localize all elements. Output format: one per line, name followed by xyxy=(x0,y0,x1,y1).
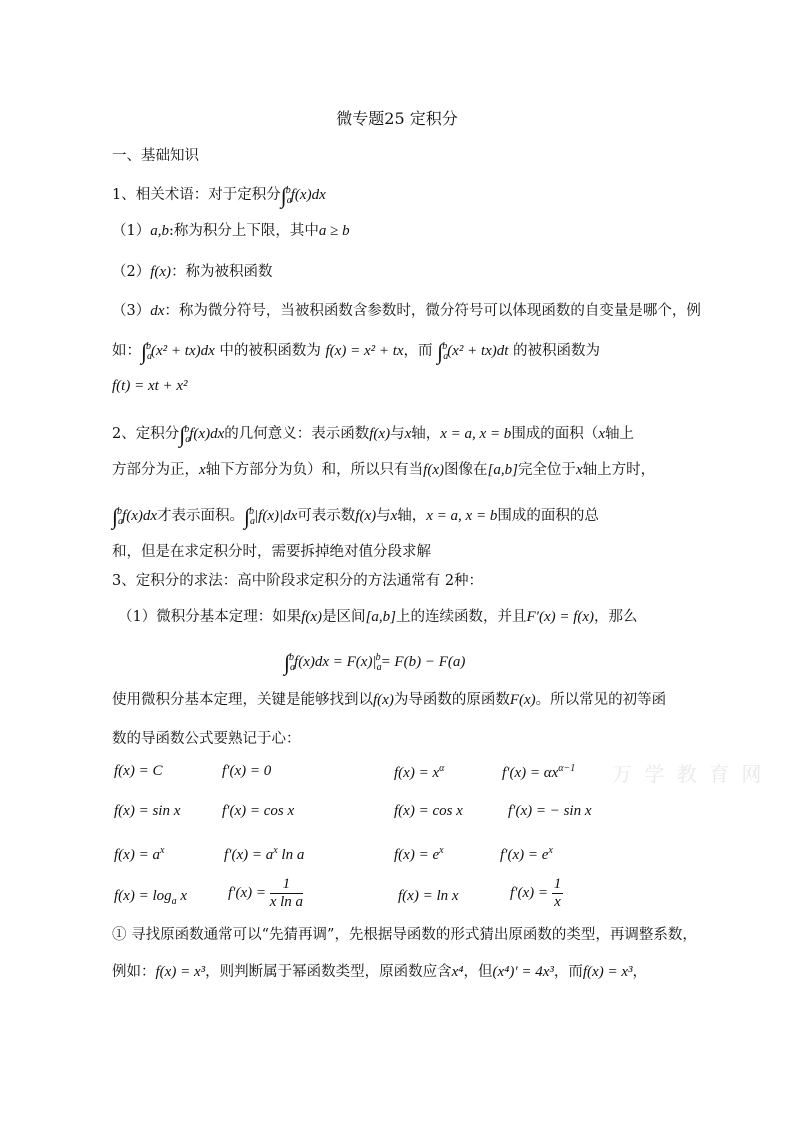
item2-l3-c: |f(x)|dx xyxy=(254,508,298,524)
formula-c: f(x) = C xyxy=(114,763,163,779)
watermark: 万 学 教 育 网 xyxy=(612,762,765,786)
sub3-text: ：称为微分符号，当被积函数含参数时，微分符号可以体现函数的自变量是哪个，例 xyxy=(164,303,701,319)
item1-sub3-line3 xyxy=(112,376,188,396)
item2-l3-e: f(x) xyxy=(355,508,377,524)
item2-l3-d: 可表示数 xyxy=(297,508,356,524)
item1-sub3-line2 xyxy=(112,337,600,367)
item2-h: x = a, x = b xyxy=(440,426,512,442)
formula-log-deriv: f′(x) = $\frac{1}{\text{x ln a}}$ xyxy=(228,876,304,910)
integral-symbol: $\int_a^b$ xyxy=(280,183,292,208)
formula-exp-a-deriv: $f'(x) = a^x$ ln a xyxy=(224,845,305,863)
note2-c: ，则判断属于幂函数类型，原函数应含 xyxy=(205,964,452,980)
item2-l3-f: 与 xyxy=(376,508,391,524)
item2-l2-i: 轴上方时， xyxy=(582,462,656,478)
integral-symbol: $\int_a^b$ xyxy=(141,339,153,364)
item1-sub3 xyxy=(112,301,701,321)
item2-b: f(x)dx xyxy=(189,426,225,442)
item2-l2-e: 图像在 xyxy=(444,462,488,478)
sub2-num: （2） xyxy=(112,264,151,280)
formula-power: $f(x) = x^\alpha$ xyxy=(394,763,445,781)
formula-cos: f(x) = cos x xyxy=(394,803,463,819)
item2-l3-a: f(x)dx xyxy=(122,508,158,524)
item2-l3-h: 轴， xyxy=(397,508,427,524)
item2-f: x xyxy=(404,426,412,442)
sub3-l2-g: 的被积函数为 xyxy=(508,343,601,359)
item2-line2 xyxy=(112,460,655,480)
item2-k: 轴上 xyxy=(604,426,634,442)
sub1-num: （1） xyxy=(112,223,151,239)
page-title: 微专题25 定积分 xyxy=(336,109,458,128)
integral-symbol: $\int_a^b$ xyxy=(244,504,256,529)
item2-l2-d: f(x) xyxy=(423,462,444,478)
ftc-formula xyxy=(284,648,465,678)
formula-sin: f(x) = sin x xyxy=(114,803,181,819)
note2-g: ，而 xyxy=(553,964,583,980)
sub3-l2-a: 如： xyxy=(112,343,141,359)
item2-l3-j: 围成的面积的总 xyxy=(497,508,599,524)
note2-i: ， xyxy=(632,964,647,980)
note2-d: x⁴ xyxy=(451,964,464,980)
item2-l2-c: 轴下方部分为负）和，所以只有当 xyxy=(205,462,424,478)
formula-power-deriv: $f'(x) = \alpha x^{\alpha-1}$ xyxy=(502,763,576,781)
item2-e: 与 xyxy=(390,426,405,442)
p31-g: ，那么 xyxy=(594,609,638,625)
item1-math: f(x)dx xyxy=(290,187,326,203)
item1-sub2 xyxy=(112,262,273,282)
item2-l2-b: x xyxy=(199,462,206,478)
use-b: f(x) xyxy=(373,692,394,708)
item2-c: 的几何意义：表示函数 xyxy=(224,426,370,442)
item2-l2-g: 完全位于 xyxy=(517,462,576,478)
note-line2 xyxy=(112,962,647,982)
ftc-lhs: f(x)dx = F(x)| xyxy=(294,654,377,670)
sub3-l2-b: (x² + tx)dx xyxy=(151,343,215,359)
formula-exp-e: $f(x) = e^x$ xyxy=(394,845,444,863)
formula-ln-deriv: f′(x) = $\frac{1}{x}$ xyxy=(510,876,562,910)
note2-e: ，但 xyxy=(463,964,493,980)
note2-h: f(x) = x³ xyxy=(582,964,633,980)
note1-b: “先猜再调” xyxy=(261,927,335,943)
formula-sin-deriv: f′(x) = cos x xyxy=(222,803,295,819)
note1-c: ，先根据导函数的形式猜出原函数的类型，再调整系数， xyxy=(334,927,697,943)
formula-log: $f(x) = \log_a x$ xyxy=(114,888,188,907)
use-e: 。所以常见的初等函 xyxy=(535,692,667,708)
sub1-cond: a ≥ b xyxy=(318,223,350,239)
item2-l3-i: x = a, x = b xyxy=(426,508,498,524)
formula-ln: f(x) = ln x xyxy=(398,888,459,904)
item2-g: 轴， xyxy=(411,426,441,442)
p31-e: 上的连续函数，并且 xyxy=(396,609,527,625)
sub2-math: f(x) xyxy=(150,264,172,280)
item2-j: x xyxy=(598,426,605,442)
use-a: 使用微积分基本定理，关键是能够找到以 xyxy=(112,692,373,708)
item2-i: 围成的面积（ xyxy=(511,426,599,442)
section-heading: 一、基础知识 xyxy=(112,148,199,164)
ftc-limits: $_a^b$ xyxy=(375,652,382,673)
item2-l2-a: 方部分为正， xyxy=(112,462,199,478)
use-d: F(x) xyxy=(509,692,536,708)
sub2-text: ：称为被积函数 xyxy=(171,264,273,280)
item3-sub1 xyxy=(118,607,638,627)
integral-symbol: $\int_a^b$ xyxy=(284,650,296,675)
item2-line3 xyxy=(112,502,599,532)
sub1-math: a,b xyxy=(150,223,169,239)
formula-cos-deriv: f′(x) = − sin x xyxy=(508,803,592,819)
formula-exp-e-deriv: $f'(x) = e^x$ xyxy=(500,845,553,863)
sub3-l3: f(t) = xt + x² xyxy=(112,378,188,394)
item3-line: 3、定积分的求法：高中阶段求定积分的方法通常有 2种： xyxy=(112,573,484,589)
formula-exp-a: $f(x) = a^x$ xyxy=(114,845,165,863)
fraction: $\frac{1}{\text{x ln a}}$ xyxy=(269,876,304,910)
ftc-rhs: = F(b) − F(a) xyxy=(380,654,466,670)
sub3-l2-f: (x² + tx)dt xyxy=(447,343,509,359)
item2-a: 2、定积分 xyxy=(112,426,180,442)
item1-line xyxy=(112,181,326,211)
sub3-math: dx xyxy=(150,303,165,319)
item2-l3-g: x xyxy=(390,508,398,524)
p31-c: 是区间 xyxy=(322,609,366,625)
note2-a: 例如： xyxy=(112,964,156,980)
sub3-l2-d: f(x) = x² + tx xyxy=(325,343,404,359)
note2-b: f(x) = x³ xyxy=(155,964,206,980)
sub3-num: （3） xyxy=(112,303,151,319)
integral-symbol: $\int_a^b$ xyxy=(179,422,191,447)
item2-line4: 和，但是在求定积分时，需要拆掉绝对值分段求解 xyxy=(112,544,431,560)
p31-a: （1）微积分基本定理：如果 xyxy=(118,609,302,625)
use-line2: 数的导函数公式要熟记于心： xyxy=(112,731,301,747)
integral-symbol: $\int_a^b$ xyxy=(437,339,449,364)
note1-a: ① 寻找原函数通常可以 xyxy=(112,927,262,943)
sub3-l2-e: ，而 xyxy=(403,343,438,359)
sub3-l2-c: 中的被积函数为 xyxy=(214,343,326,359)
item1-prefix: 1、相关术语：对于定积分 xyxy=(112,187,281,203)
item2-l2-f: [a,b] xyxy=(487,462,518,478)
integral-symbol: $\int_a^b$ xyxy=(112,504,124,529)
fraction: $\frac{1}{x}$ xyxy=(553,876,562,910)
use-line1 xyxy=(112,690,666,710)
note-line1 xyxy=(112,925,697,945)
sub1-text: :称为积分上下限，其中 xyxy=(168,223,319,239)
formula-c-deriv: f′(x) = 0 xyxy=(222,763,272,779)
p31-f: F′(x) = f(x) xyxy=(526,609,595,625)
item2-d: f(x) xyxy=(369,426,391,442)
item2-line1 xyxy=(112,420,634,450)
item2-l3-b: 才表示面积。 xyxy=(157,508,245,524)
note2-f: (x⁴)′ = 4x³ xyxy=(492,964,554,980)
p31-b: f(x) xyxy=(301,609,323,625)
use-c: 为导函数的原函数 xyxy=(393,692,510,708)
p31-d: [a,b] xyxy=(365,609,396,625)
item2-l2-h: x xyxy=(575,462,583,478)
item1-sub1 xyxy=(112,221,350,241)
